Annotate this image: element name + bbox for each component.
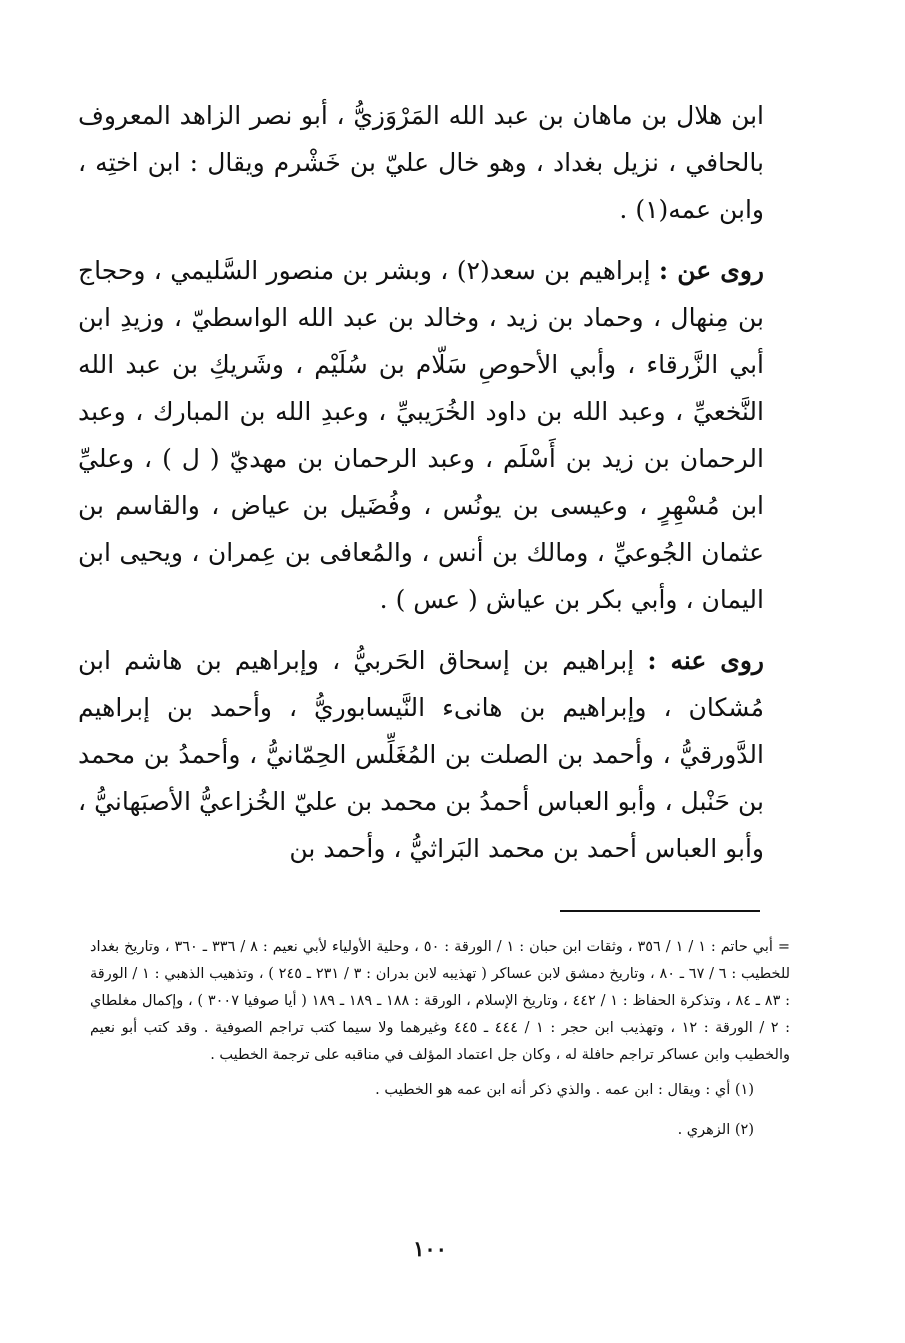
- page-number: ١٠٠: [413, 1236, 447, 1261]
- narrated-by-heading: روى عنه :: [647, 646, 764, 675]
- biography-paragraph: ابن هلال بن ماهان بن عبد الله المَرْوَزيُّ ، أبو نصر الزاهد المعروف بالحافي ، نزيل بغداد ، وهو خال عليّ بن خَشْرم ويقال : ابن اختِه ، وابن عمه(١) .: [78, 101, 764, 224]
- footnote-2: (٢) الزهري .: [677, 1122, 754, 1138]
- narrated-from-heading: روى عن :: [658, 256, 765, 285]
- footnote-separator: [560, 910, 760, 912]
- narrated-by-text: إبراهيم بن إسحاق الحَربيُّ ، وإبراهيم بن هاشم ابن مُشكان ، وإبراهيم بن هانىء النَّيسابوريُّ ، وأحمد بن إبراهيم الدَّورقيُّ ، وأحمد بن الصلت بن المُغَلِّس الحِمّانيُّ ، وأحمدُ بن محمد بن حَنْبل ، وأبو العباس أحمدُ بن محمد بن عليّ الخُزاعيُّ الأصبَهانيُّ ، وأبو العباس أحمد بن محمد البَراثيُّ ، وأحمد بن: [78, 646, 765, 863]
- main-text-block: [78, 92, 764, 872]
- footnotes-block: [90, 934, 790, 1145]
- narrated-by-paragraph: [78, 637, 764, 872]
- footnote-continuation: = أبي حاتم : ١ / ١ / ٣٥٦ ، وثقات ابن حبان : ١ / الورقة : ٥٠ ، وحلية الأولياء لأبي نعيم : ٨ / ٣٣٦ ـ ٣٦٠ ، وتاريخ بغداد للخطيب : ٦ / ٦٧ ـ ٨٠ ، وتاريخ دمشق لابن عساكر ( تهذيبه لابن بدران : ٣ / ٢٣١ ـ ٢٤٥ ) ، وتذهيب الذهبي : ١ / الورقة : ٨٣ ـ ٨٤ ، وتذكرة الحفاظ : ١ / ٤٤٢ ، وتاريخ الإسلام ، الورقة : ١٨٨ ـ ١٨٩ ـ ١٨٩ ( أيا صوفيا ٣٠٠٧ ) ، وإكمال مغلطاي : ٢ / الورقة : ١٢ ، وتهذيب ابن حجر : ١ / ٤٤٤ ـ ٤٤٥ وغيرهما ولا سيما كتب تراجم الصوفية . وقد كتب أبو نعيم والخطيب وابن عساكر تراجم حافلة له ، وكان جل اعتماد المؤلف في مناقبه على ترجمة الخطيب .: [90, 939, 791, 1063]
- narrated-from-text: إبراهيم بن سعد(٢) ، وبشر بن منصور السَّليمي ، وحجاج بن مِنهال ، وحماد بن زيد ، وخالد بن عبد الله الواسطيّ ، وزيدِ ابن أبي الزَّرقاء ، وأبي الأحوصِ سَلّام بن سُلَيْم ، وشَريكِ بن عبد الله النَّخعيِّ ، وعبد الله بن داود الخُرَيبيِّ ، وعبدِ الله بن المبارك ، وعبد الرحمان بن زيد بن أَسْلَم ، وعبد الرحمان بن مهديّ ( ل ) ، وعليِّ ابن مُسْهِرٍ ، وعيسى بن يونُس ، وفُضَيل بن عياض ، والقاسم بن عثمان الجُوعيِّ ، ومالك بن أنس ، والمُعافى بن عِمران ، ويحيى ابن اليمان ، وأبي بكر بن عياش ( عس ) .: [78, 256, 764, 614]
- narrated-from-paragraph: [78, 247, 764, 623]
- footnote-1: (١) أي : ويقال : ابن عمه . والذي ذكر أنه ابن عمه هو الخطيب .: [375, 1082, 754, 1098]
